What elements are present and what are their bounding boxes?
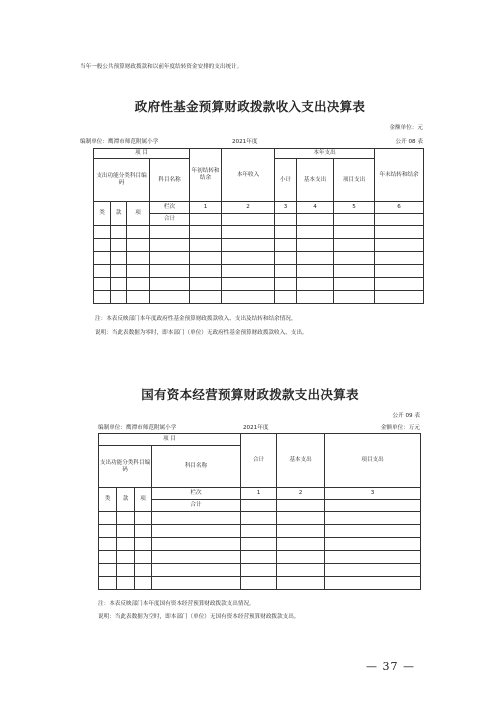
t1-col-3: 3 (275, 202, 297, 214)
table-row (94, 226, 424, 239)
t1-header-subtotal: 小计 (275, 159, 297, 202)
page-number: — 37 — (366, 660, 415, 673)
table1-code: 公开 08 表 (395, 139, 423, 145)
t2-header-xiang: 项 (135, 488, 152, 512)
table-row (99, 525, 421, 538)
table1-year: 2021年度 (232, 139, 258, 145)
table-row (99, 538, 421, 551)
table-row (94, 265, 424, 278)
table-row (99, 512, 421, 525)
t1-total-label: 合计 (150, 214, 190, 226)
t1-header-project: 项 目 (94, 149, 190, 159)
t2-header-kuan: 款 (117, 488, 135, 512)
t2-header-lei: 类 (99, 488, 117, 512)
t2-header-func-class: 支出功能分类科目编码 (99, 446, 152, 488)
t1-header-income: 本年收入 (222, 149, 275, 202)
t2-col-3: 3 (325, 488, 421, 500)
table-row (99, 577, 421, 590)
t1-col-4: 4 (297, 202, 334, 214)
table2-org: 编制单位：鹰潭市师范附属小学 (98, 425, 177, 431)
table2-note: 注：本表反映部门本年度国有资本经营预算财政拨款支出情况。 (98, 601, 255, 607)
table1-unit: 金额单位：元 (389, 125, 423, 131)
table1-org: 编制单位：鹰潭市师范附属小学 (80, 139, 159, 145)
t1-col-label: 栏次 (150, 202, 190, 214)
table1-explanation: 说明：当此表数据为零时，即本部门（单位）无政府性基金预算财政拨款收入、支出。 (95, 330, 308, 336)
t2-col-label: 栏次 (152, 488, 241, 500)
table1 (93, 148, 424, 304)
t1-header-subject-name: 科目名称 (150, 159, 190, 202)
table2-explanation: 说明：当此表数据为空时，即本部门（单位）无国有资本经营预算财政拨款支出。 (98, 614, 300, 620)
t2-col-1: 1 (241, 488, 277, 500)
table2-year: 2021年度 (243, 425, 269, 431)
table1-note: 注：本表反映部门本年度政府性基金预算财政拨款收入、支出及结转和结余情况。 (95, 316, 297, 322)
t2-header-basic: 基本支出 (277, 434, 325, 488)
t1-header-project-exp: 项目支出 (334, 159, 375, 202)
t2-total-label: 合计 (152, 500, 241, 512)
t2-col-2: 2 (277, 488, 325, 500)
top-note: 当年一般公共预算财政拨款和以前年度结转资金安排的支出统计。 (80, 64, 243, 70)
table2 (98, 433, 421, 590)
table-row (94, 278, 424, 291)
t1-header-lei: 类 (94, 202, 111, 226)
t1-header-expense: 本年支出 (275, 149, 375, 159)
table-row (99, 564, 421, 577)
table-row (94, 239, 424, 252)
t1-header-basic: 基本支出 (297, 159, 334, 202)
table2-unit: 金额单位：万元 (380, 425, 420, 431)
t1-col-6: 6 (375, 202, 424, 214)
table-row (94, 252, 424, 265)
t1-header-carry-start: 年初结转和结余 (190, 149, 222, 202)
t2-header-total: 合计 (241, 434, 277, 488)
table1-title: 政府性基金预算财政拨款收入支出决算表 (134, 99, 366, 114)
t2-header-project: 项 目 (99, 434, 241, 446)
table-row (94, 291, 424, 304)
table-row (99, 551, 421, 564)
t1-header-kuan: 款 (111, 202, 127, 226)
t1-col-5: 5 (334, 202, 375, 214)
t2-header-project-exp: 项目支出 (325, 434, 421, 488)
table2-code: 公开 09 表 (392, 413, 420, 419)
t1-header-xiang: 项 (127, 202, 150, 226)
t2-header-subject-name: 科目名称 (152, 446, 241, 488)
t1-header-carry-end: 年末结转和结余 (375, 149, 424, 202)
table2-title: 国有资本经营预算财政拨款支出决算表 (141, 387, 359, 402)
t1-col-2: 2 (222, 202, 275, 214)
t1-col-1: 1 (190, 202, 222, 214)
t1-header-func-class: 支出功能分类科目编码 (94, 159, 150, 202)
